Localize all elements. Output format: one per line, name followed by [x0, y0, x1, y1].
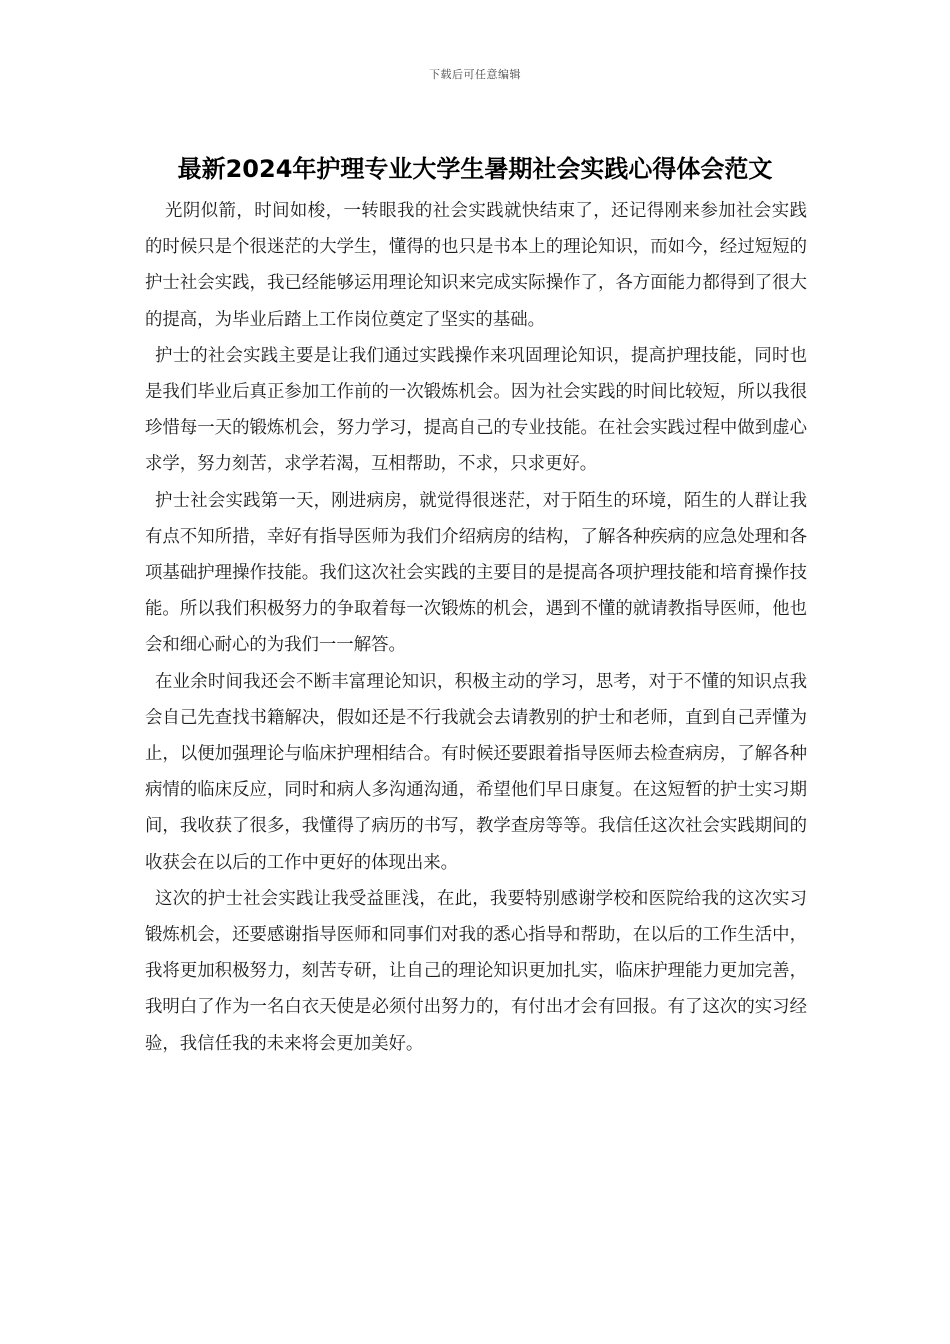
header-note: 下载后可任意编辑: [429, 68, 521, 81]
document-title: 最新2024年护理专业大学生暑期社会实践心得体会范文: [177, 155, 773, 183]
paragraph-5: 这次的护士社会实践让我受益匪浅，在此，我要特别感谢学校和医院给我的这次实习锻炼机会，还要感谢指导医师和同事们对我的悉心指导和帮助，在以后的工作生活中，我将更加积极努力，刻苦专研，让自己的理论知识更加扎实，临床护理能力更加完善，我明白了作为一名白衣天使是必须付出努力的，有付出才会有回报。有了这次的实习经验，我信任我的未来将会更加美好。: [145, 888, 807, 1054]
document-body: [145, 193, 807, 1062]
paragraph-4: 在业余时间我还会不断丰富理论知识，积极主动的学习，思考，对于不懂的知识点我会自己先查找书籍解决，假如还是不行我就会去请教别的护士和老师，直到自己弄懂为止，以便加强理论与临床护理相结合。有时候还要跟着指导医师去检查病房，了解各种病情的临床反应，同时和病人多沟通沟通，希望他们早日康复。在这短暂的护士实习期间，我收获了很多，我懂得了病历的书写，教学查房等等。我信任这次社会实践期间的收获会在以后的工作中更好的体现出来。: [145, 671, 807, 873]
paragraph-2: 护士的社会实践主要是让我们通过实践操作来巩固理论知识，提高护理技能，同时也是我们毕业后真正参加工作前的一次锻炼机会。因为社会实践的时间比较短，所以我很珍惜每一天的锻炼机会，努力学习，提高自己的专业技能。在社会实践过程中做到虚心求学，努力刻苦，求学若渴，互相帮助，不求，只求更好。: [145, 345, 807, 475]
paragraph-3: 护士社会实践第一天，刚进病房，就觉得很迷茫，对于陌生的环境，陌生的人群让我有点不知所措，幸好有指导医师为我们介绍病房的结构，了解各种疾病的应急处理和各项基础护理操作技能。我们这次社会实践的主要目的是提高各项护理技能和培育操作技能。所以我们积极努力的争取着每一次锻炼的机会，遇到不懂的就请教指导医师，他也会和细心耐心的为我们一一解答。: [145, 490, 807, 656]
paragraph-1: 光阴似箭，时间如梭，一转眼我的社会实践就快结束了，还记得刚来参加社会实践的时候只是个很迷茫的大学生，懂得的也只是书本上的理论知识，而如今，经过短短的护士社会实践，我已经能够运用理论知识来完成实际操作了，各方面能力都得到了很大的提高，为毕业后踏上工作岗位奠定了坚实的基础。: [145, 201, 807, 330]
